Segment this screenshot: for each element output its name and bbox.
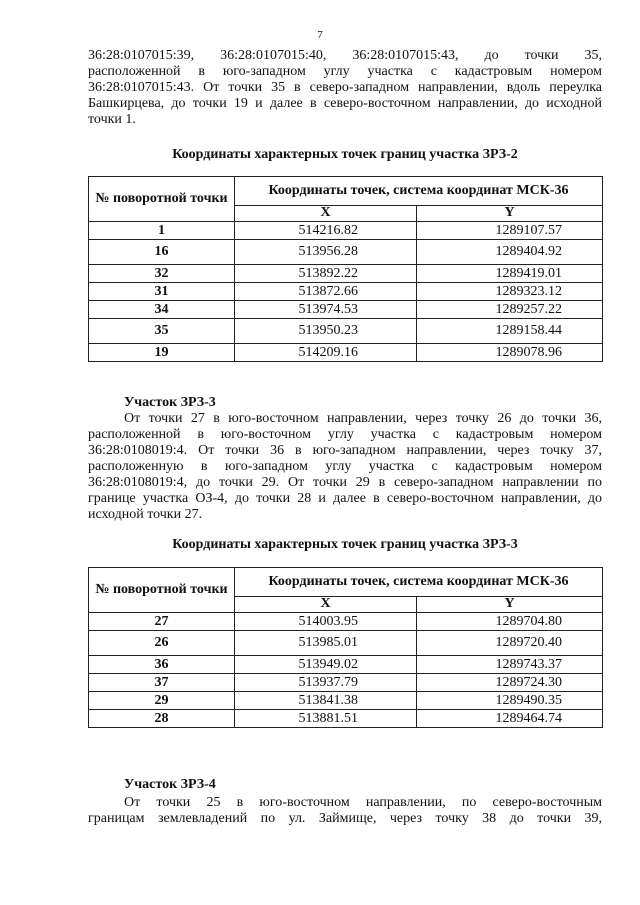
- table-row: [89, 631, 603, 656]
- cell-x: 513937.79: [235, 674, 417, 692]
- text-line: расположенной в юго-западном углу участка с кадастровым номером: [88, 64, 602, 79]
- cell-y: 1289724.30: [417, 674, 603, 692]
- cell-x: 513949.02: [235, 656, 417, 674]
- cell-point: 37: [89, 674, 235, 692]
- cell-y: 1289743.37: [417, 656, 603, 674]
- cell-x: 514003.95: [235, 613, 417, 631]
- table-row: [89, 301, 603, 319]
- table-row: [89, 319, 603, 344]
- text-line: 36:28:0107015:43. От точки 35 в северо-западном направлении, вдоль переулка: [88, 80, 602, 95]
- cell-point: 36: [89, 656, 235, 674]
- table-row: [89, 344, 603, 362]
- table-row: [89, 265, 603, 283]
- table-row: [89, 692, 603, 710]
- cell-x: 513956.28: [235, 240, 417, 265]
- table-zrz3: [88, 567, 603, 728]
- cell-x: 513881.51: [235, 710, 417, 728]
- section-zrz4-title: Участок ЗРЗ-4: [124, 777, 216, 792]
- table-row: [89, 656, 603, 674]
- text-line: Башкирцева, до точки 19 и далее в северо-восточном направлении, до исходной: [88, 96, 602, 111]
- section-zrz3-paragraph: [88, 411, 602, 523]
- text-line: От точки 25 в юго-восточном направлении, по северо-восточным: [124, 795, 602, 810]
- cell-y: 1289078.96: [417, 344, 603, 362]
- table-row: [89, 613, 603, 631]
- cell-y: 1289720.40: [417, 631, 603, 656]
- text-line: 36:28:0108019:4, до точки 29. От точки 29 в северо-западном направлении по: [88, 475, 602, 490]
- text-line: границе участка ОЗ-4, до точки 28 и далее в северо-восточном направлении, до: [88, 491, 602, 506]
- cell-y: 1289704.80: [417, 613, 603, 631]
- cell-y: 1289323.12: [417, 283, 603, 301]
- cell-y: 1289464.74: [417, 710, 603, 728]
- col-header-point: № поворотной точки: [89, 177, 235, 222]
- table-zrz3-title: Координаты характерных точек границ участка ЗРЗ-3: [172, 537, 518, 552]
- text-line: 36:28:0107015:39, 36:28:0107015:40, 36:28:0107015:43, до точки 35,: [88, 48, 602, 63]
- section-zrz3-title: Участок ЗРЗ-3: [124, 395, 216, 410]
- text-line: расположенной в юго-восточном углу участка с кадастровым номером: [88, 427, 602, 442]
- table-row: [89, 674, 603, 692]
- cell-point: 28: [89, 710, 235, 728]
- table-row: [89, 710, 603, 728]
- cell-point: 19: [89, 344, 235, 362]
- text-line: границам землевладений по ул. Займище, через точку 38 до точки 39,: [88, 811, 602, 826]
- page-number: 7: [317, 29, 323, 41]
- cell-point: 32: [89, 265, 235, 283]
- table-zrz2: [88, 176, 603, 362]
- cell-y: 1289404.92: [417, 240, 603, 265]
- table-row: [89, 222, 603, 240]
- cell-point: 34: [89, 301, 235, 319]
- table-row: [89, 240, 603, 265]
- cell-x: 513950.23: [235, 319, 417, 344]
- cell-x: 513892.22: [235, 265, 417, 283]
- col-header-coords: Координаты точек, система координат МСК-36: [235, 177, 603, 206]
- cell-point: 1: [89, 222, 235, 240]
- cell-x: 514216.82: [235, 222, 417, 240]
- cell-point: 29: [89, 692, 235, 710]
- section-zrz4-paragraph: [88, 795, 602, 827]
- cell-y: 1289158.44: [417, 319, 603, 344]
- cell-x: 513985.01: [235, 631, 417, 656]
- cell-point: 26: [89, 631, 235, 656]
- col-header-y: Y: [417, 205, 603, 221]
- cell-x: 513974.53: [235, 301, 417, 319]
- text-line: расположенную в юго-западном углу участка с кадастровым номером: [88, 459, 602, 474]
- cell-point: 35: [89, 319, 235, 344]
- table-row: [89, 283, 603, 301]
- col-header-x: X: [235, 596, 417, 612]
- intro-paragraph: [88, 48, 602, 128]
- cell-point: 27: [89, 613, 235, 631]
- col-header-point: № поворотной точки: [89, 568, 235, 613]
- col-header-x: X: [235, 205, 417, 221]
- cell-point: 16: [89, 240, 235, 265]
- text-line: От точки 27 в юго-восточном направлении, через точку 26 до точки 36,: [124, 411, 602, 426]
- text-line: 36:28:0108019:4. От точки 36 в юго-западном направлении, через точку 37,: [88, 443, 602, 458]
- cell-y: 1289419.01: [417, 265, 603, 283]
- cell-x: 514209.16: [235, 344, 417, 362]
- cell-y: 1289257.22: [417, 301, 603, 319]
- text-line: точки 1.: [88, 112, 136, 127]
- cell-x: 513841.38: [235, 692, 417, 710]
- col-header-y: Y: [417, 596, 603, 612]
- cell-y: 1289107.57: [417, 222, 603, 240]
- cell-x: 513872.66: [235, 283, 417, 301]
- cell-y: 1289490.35: [417, 692, 603, 710]
- col-header-coords: Координаты точек, система координат МСК-36: [235, 568, 603, 597]
- text-line: исходной точки 27.: [88, 507, 203, 522]
- table-zrz2-title: Координаты характерных точек границ участка ЗРЗ-2: [172, 147, 518, 162]
- cell-point: 31: [89, 283, 235, 301]
